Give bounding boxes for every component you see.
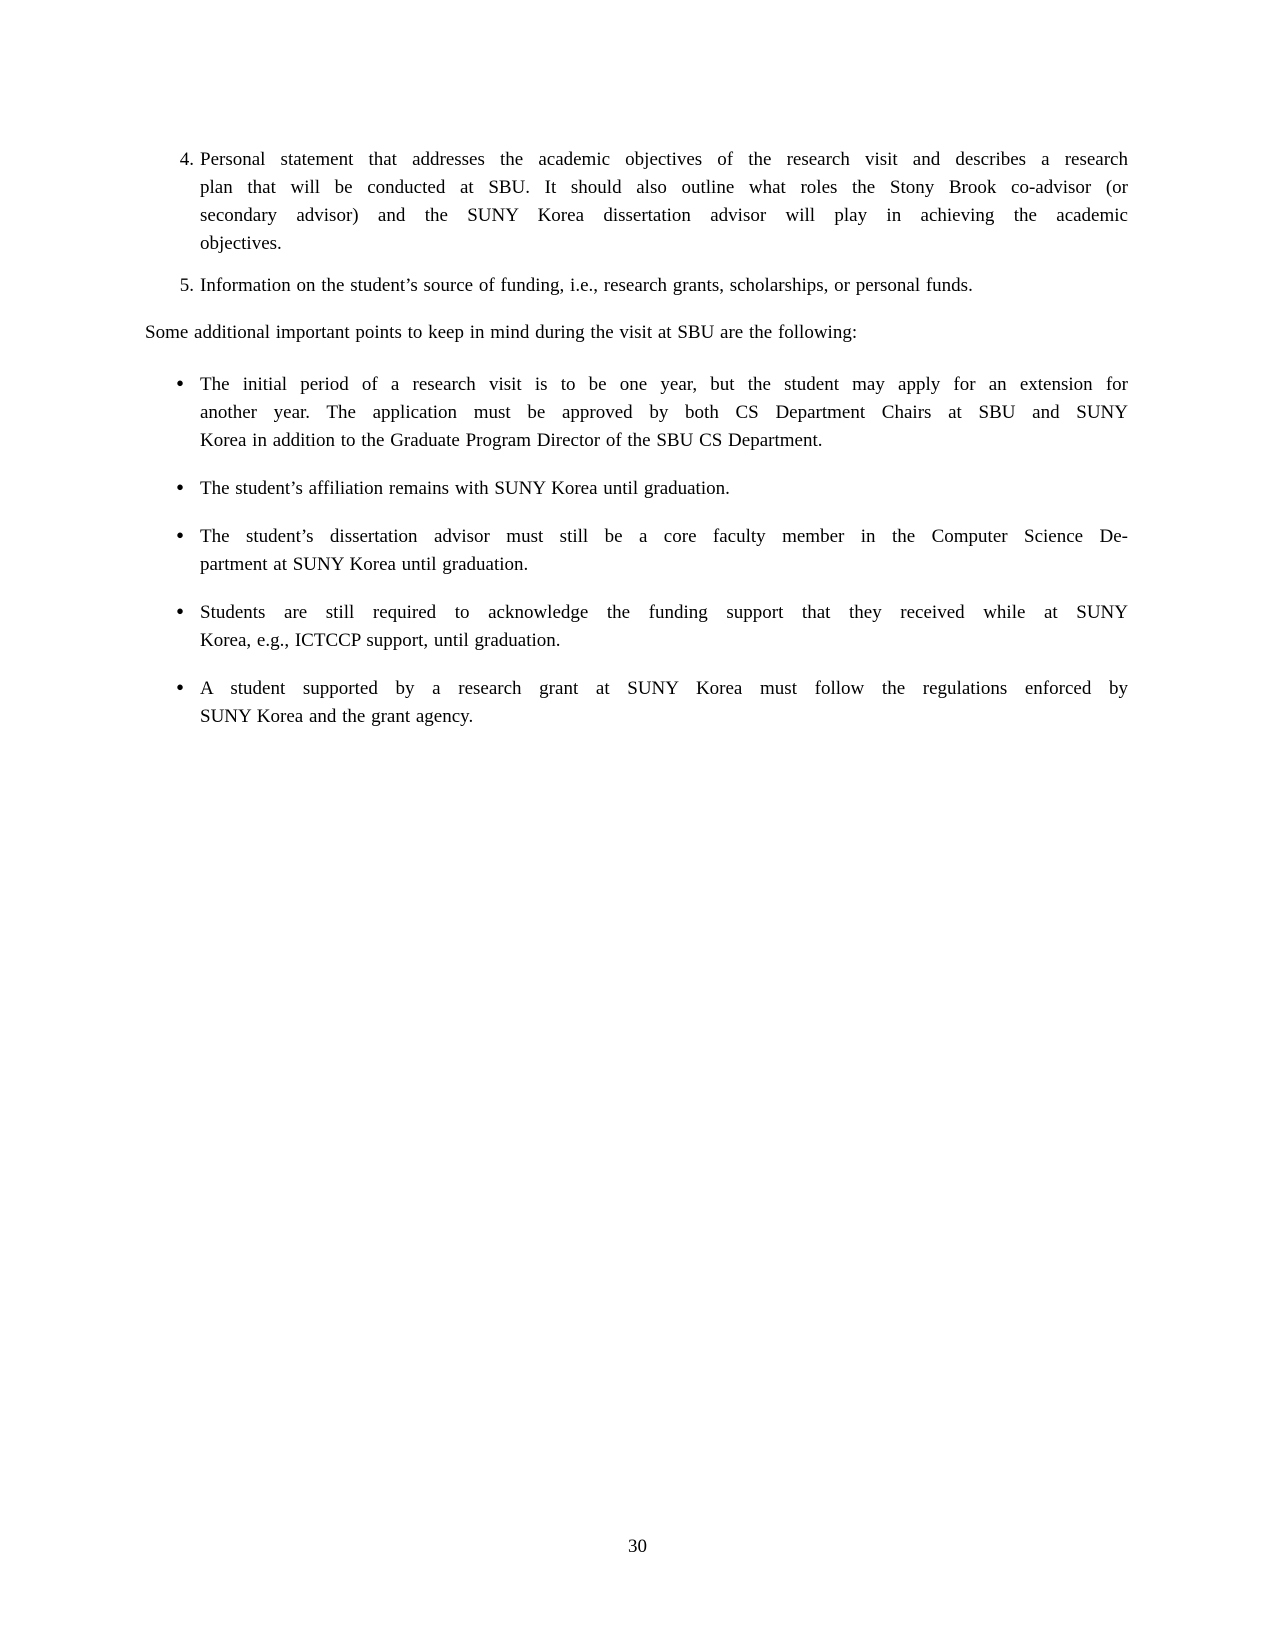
list-item-4 <box>145 146 1128 258</box>
text-line: plan that will be conducted at SBU. It should also outline what roles the Stony Brook co-advisor (or <box>200 177 1128 198</box>
text-line: A student supported by a research grant at SUNY Korea must follow the regulations enforced by <box>200 678 1128 699</box>
text-line: The student’s dissertation advisor must still be a core faculty member in the Computer Science De- <box>200 526 1128 547</box>
page-content <box>145 146 1128 731</box>
item-number-label: 4. <box>179 149 194 170</box>
bullet-icon: • <box>176 675 185 700</box>
bullet-item-research-grant <box>145 675 1128 731</box>
text-line: partment at SUNY Korea until graduation. <box>200 554 529 575</box>
text-line: SUNY Korea and the grant agency. <box>200 706 474 727</box>
list-item-5 <box>145 272 1128 300</box>
text-line: Korea, e.g., ICTCCP support, until graduation. <box>200 630 561 651</box>
text-line: Korea in addition to the Graduate Program Director of the SBU CS Department. <box>200 430 823 451</box>
page-number: 30 <box>628 1536 647 1557</box>
bullet-icon: • <box>176 599 185 624</box>
text-line: objectives. <box>200 233 282 254</box>
body-paragraph: Some additional important points to keep in mind during the visit at SBU are the following: <box>145 322 858 343</box>
text-line: Students are still required to acknowledge the funding support that they received while at SUNY <box>200 602 1128 623</box>
bullet-icon: • <box>176 475 185 500</box>
text-line: another year. The application must be approved by both CS Department Chairs at SBU and SUNY <box>200 402 1128 423</box>
bullet-item-affiliation <box>145 475 1128 503</box>
text-line: The student’s affiliation remains with SUNY Korea until graduation. <box>200 478 730 499</box>
text-line: The initial period of a research visit is to be one year, but the student may apply for an extension for <box>200 374 1128 395</box>
bullet-item-initial-period <box>145 371 1128 455</box>
bullet-icon: • <box>176 523 185 548</box>
text-line: Personal statement that addresses the academic objectives of the research visit and describes a research <box>200 149 1128 170</box>
text-line: Information on the student’s source of funding, i.e., research grants, scholarships, or personal funds. <box>200 275 973 296</box>
bullet-item-funding-acknowledgement <box>145 599 1128 655</box>
numbered-list <box>145 146 1128 300</box>
bullet-item-dissertation-advisor <box>145 523 1128 579</box>
bulleted-list <box>145 371 1128 731</box>
item-number-label: 5. <box>179 275 194 296</box>
bullet-icon: • <box>176 371 185 396</box>
text-line: secondary advisor) and the SUNY Korea dissertation advisor will play in achieving the academic <box>200 205 1128 226</box>
